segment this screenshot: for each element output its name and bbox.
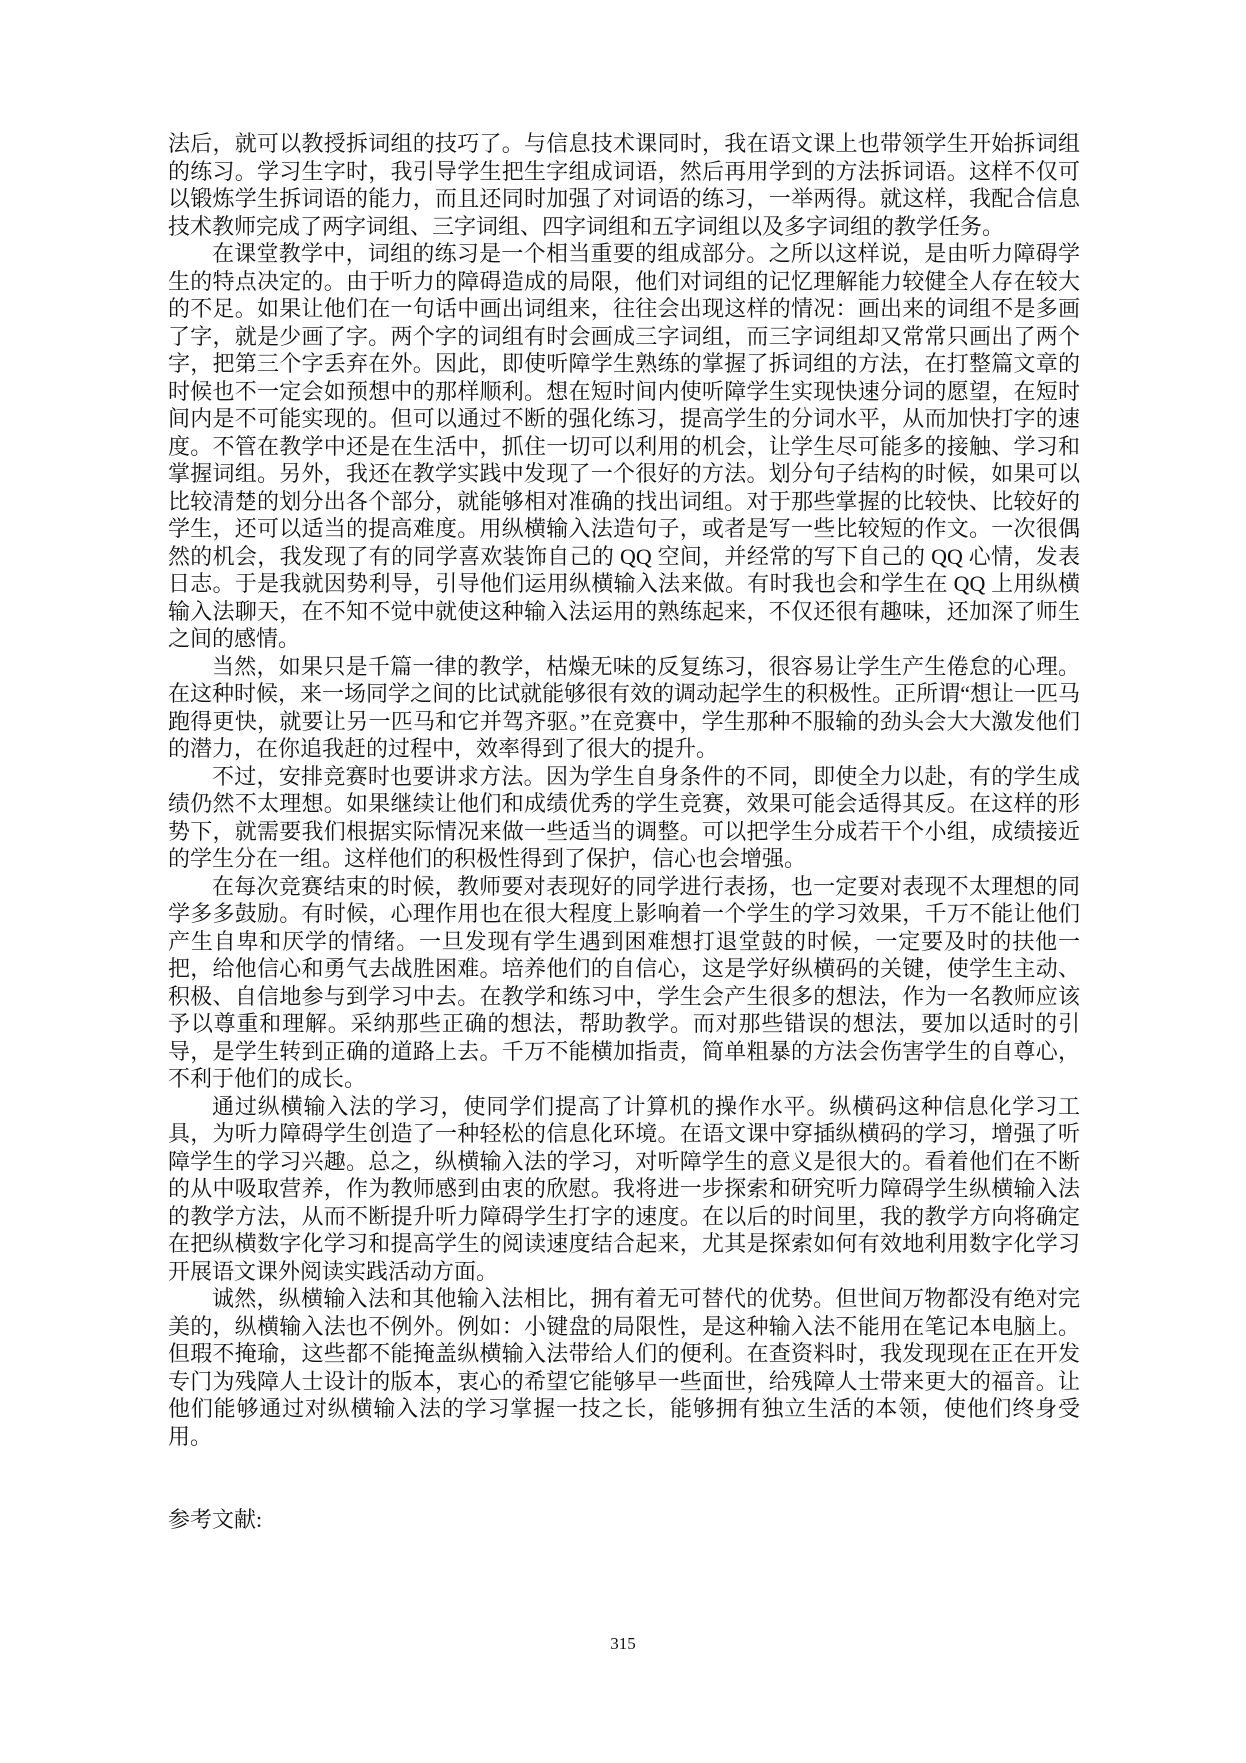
paragraph: 通过纵横输入法的学习，使同学们提高了计算机的操作水平。纵横码这种信息化学习工具，为听力障碍学生创造了一种轻松的信息化环境。在语文课中穿插纵横码的学习，增强了听障学生的学习兴趣。总之，纵横输入法的学习，对听障学生的意义是很大的。看着他们在不断的从中吸取营养，作为教师感到由衷的欣慰。我将进一步探索和研究听力障碍学生纵横输入法的教学方法，从而不断提升听力障碍学生打字的速度。在以后的时间里，我的教学方向将确定在把纵横数字化学习和提高学生的阅读速度结合起来，尤其是探索如何有效地利用数字化学习开展语文课外阅读实践活动方面。 xyxy=(168,1093,1080,1284)
paragraph: 在每次竞赛结束的时候，教师要对表现好的同学进行表扬，也一定要对表现不太理想的同学多多鼓励。有时候，心理作用也在很大程度上影响着一个学生的学习效果，千万不能让他们产生自卑和厌学的情绪。一旦发现有学生遇到困难想打退堂鼓的时候，一定要及时的扶他一把，给他信心和勇气去战胜困难。培养他们的自信心，这是学好纵横码的关键，使学生主动、积极、自信地参与到学习中去。在教学和练习中，学生会产生很多的想法，作为一名教师应该予以尊重和理解。采纳那些正确的想法，帮助教学。而对那些错误的想法，要加以适时的引导，是学生转到正确的道路上去。千万不能横加指责，简单粗暴的方法会伤害学生的自尊心，不利于他们的成长。 xyxy=(168,873,1080,1091)
paragraph: 法后，就可以教授拆词组的技巧了。与信息技术课同时，我在语文课上也带领学生开始拆词组的练习。学习生字时，我引导学生把生字组成词语，然后再用学到的方法拆词语。这样不仅可以锻炼学生拆词语的能力，而且还同时加强了对词语的练习，一举两得。就这样，我配合信息技术教师完成了两字词组、三字词组、四字词组和五字词组以及多字词组的教学任务。 xyxy=(168,131,1080,239)
document-body xyxy=(168,130,1080,1534)
paragraph: 当然，如果只是千篇一律的教学，枯燥无味的反复练习，很容易让学生产生倦怠的心理。在这种时候，来一场同学之间的比试就能够很有效的调动起学生的积极性。正所谓“想让一匹马跑得更快，就要让另一匹马和它并驾齐驱。”在竞赛中，学生那种不服输的劲头会大大激发他们的潜力，在你追我赶的过程中，效率得到了很大的提升。 xyxy=(168,653,1080,761)
page-number: 315 xyxy=(610,1634,636,1653)
references-heading: 参考文献: xyxy=(168,1507,263,1532)
paragraph: 诚然，纵横输入法和其他输入法相比，拥有着无可替代的优势。但世间万物都没有绝对完美的，纵横输入法也不例外。例如：小键盘的局限性，是这种输入法不能用在笔记本电脑上。但瑕不掩瑜，这些都不能掩盖纵横输入法带给人们的便利。在查资料时，我发现现在正在开发专门为残障人士设计的版本，衷心的希望它能够早一些面世，给残障人士带来更大的福音。让他们能够通过对纵横输入法的学习掌握一技之长，能够拥有独立生活的本领，使他们终身受用。 xyxy=(168,1286,1080,1449)
paragraph: 不过，安排竞赛时也要讲求方法。因为学生自身条件的不同，即使全力以赴，有的学生成绩仍然不太理想。如果继续让他们和成绩优秀的学生竞赛，效果可能会适得其反。在这样的形势下，就需要我们根据实际情况来做一些适当的调整。可以把学生分成若干个小组，成绩接近的学生分在一组。这样他们的积极性得到了保护，信心也会增强。 xyxy=(168,763,1080,871)
paragraph: 在课堂教学中，词组的练习是一个相当重要的组成部分。之所以这样说，是由听力障碍学生的特点决定的。由于听力的障碍造成的局限，他们对词组的记忆理解能力较健全人存在较大的不足。如果让他们在一句话中画出词组来，往往会出现这样的情况：画出来的词组不是多画了字，就是少画了字。两个字的词组有时会画成三字词组，而三字词组却又常常只画出了两个字，把第三个字丢弃在外。因此，即使听障学生熟练的掌握了拆词组的方法，在打整篇文章的时候也不一定会如预想中的那样顺利。想在短时间内使听障学生实现快速分词的愿望，在短时间内是不可能实现的。但可以通过不断的强化练习，提高学生的分词水平，从而加快打字的速度。不管在教学中还是在生活中，抓住一切可以利用的机会，让学生尽可能多的接触、学习和掌握词组。另外，我还在教学实践中发现了一个很好的方法。划分句子结构的时候，如果可以比较清楚的划分出各个部分，就能够相对准确的找出词组。对于那些掌握的比较快、比较好的学生，还可以适当的提高难度。用纵横输入法造句子，或者是写一些比较短的作文。一次很偶然的机会，我发现了有的同学喜欢装饰自己的 QQ 空间，并经常的写下自己的 QQ 心情，发表日志。于是我就因势利导，引导他们运用纵横输入法来做。有时我也会和学生在 QQ 上用纵横输入法聊天，在不知不觉中就使这种输入法运用的熟练起来，不仅还很有趣味，还加深了师生之间的感情。 xyxy=(168,241,1080,651)
